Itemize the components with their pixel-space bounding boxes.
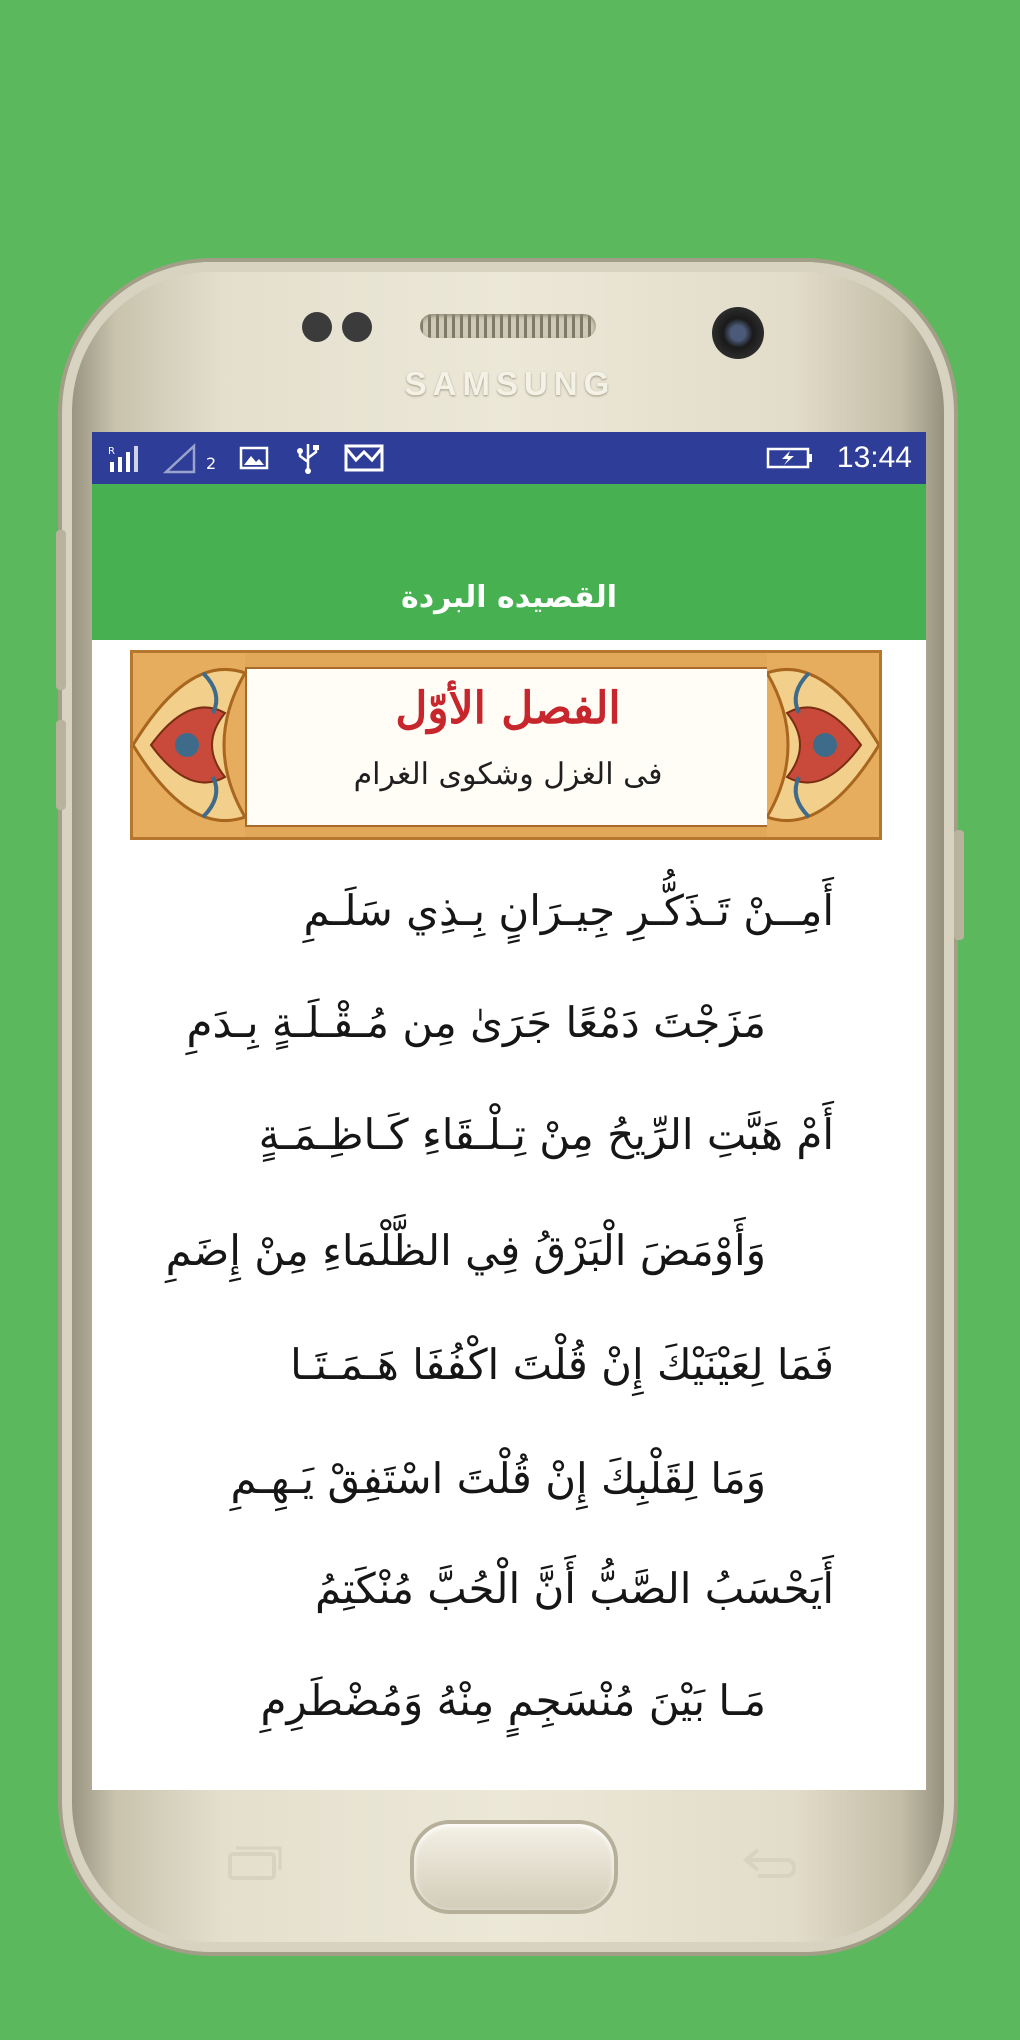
volume-button xyxy=(56,530,66,690)
chapter-title: الفصل الأوّل xyxy=(395,683,621,734)
app-bar xyxy=(92,484,926,640)
verse-line: وَأَوْمَضَ الْبَرْقُ فِي الظَّلْمَاءِ مِنْ إِضَمِ xyxy=(165,1226,766,1275)
status-time: 13:44 xyxy=(836,441,912,474)
verse-line: مَـا بَيْنَ مُنْسَجِمٍ مِنْهُ وَمُضْطَرِمِ xyxy=(260,1676,766,1725)
sensor-dot-left xyxy=(302,312,332,342)
power-button xyxy=(954,830,964,940)
chapter-banner xyxy=(130,650,882,840)
signal-icon xyxy=(108,442,148,474)
image-icon xyxy=(238,442,270,474)
verse-line: وَمَا لِقَلْبِكَ إِنْ قُلْتَ اسْتَفِقْ يَـهِـمِ xyxy=(230,1454,766,1503)
status-bar xyxy=(92,432,926,484)
earpiece-speaker xyxy=(420,314,596,338)
verse-line: مَزَجْتَ دَمْعًا جَرَىٰ مِن مُـقْـلَـةٍ بِـدَمِ xyxy=(186,998,766,1047)
home-button[interactable] xyxy=(410,1820,618,1914)
ornament-right-icon xyxy=(767,653,879,837)
banner-panel xyxy=(245,667,771,827)
sim-slot-label: 2 xyxy=(206,454,217,473)
device-brand: SAMSUNG xyxy=(404,365,616,402)
chapter-subtitle: فى الغزل وشكوى الغرام xyxy=(353,757,663,792)
poem-content[interactable] xyxy=(130,640,888,1790)
ornament-left-icon xyxy=(133,653,245,837)
verse-line: أَيَحْسَبُ الصَّبُّ أَنَّ الْحُبَّ مُنْكَتِمُ xyxy=(314,1564,834,1613)
back-button[interactable] xyxy=(736,1844,800,1888)
battery-charging-icon xyxy=(766,442,816,474)
no-signal-icon xyxy=(162,442,202,474)
verse-line: أَمْ هَبَّتِ الرِّيحُ مِنْ تِـلْـقَاءِ كَـاظِـمَـةٍ xyxy=(258,1110,834,1159)
recent-apps-button[interactable] xyxy=(220,1840,284,1888)
mail-icon xyxy=(344,442,384,474)
sensor-dot-right xyxy=(342,312,372,342)
app-title: القصيده البردة xyxy=(401,580,617,615)
verse-line: أَمِــنْ تَـذَكُّـرِ جِيـرَانٍ بِـذِي سَلَـمِ xyxy=(303,886,834,935)
svg-text:R: R xyxy=(108,446,115,457)
screen xyxy=(92,432,926,1790)
verse-line: فَمَا لِعَيْنَيْكَ إِنْ قُلْتَ اكْفُفَا هَـمَـتَـا xyxy=(290,1340,834,1389)
front-camera-icon xyxy=(712,307,764,359)
bixby-button xyxy=(56,720,66,810)
usb-icon xyxy=(294,442,322,474)
